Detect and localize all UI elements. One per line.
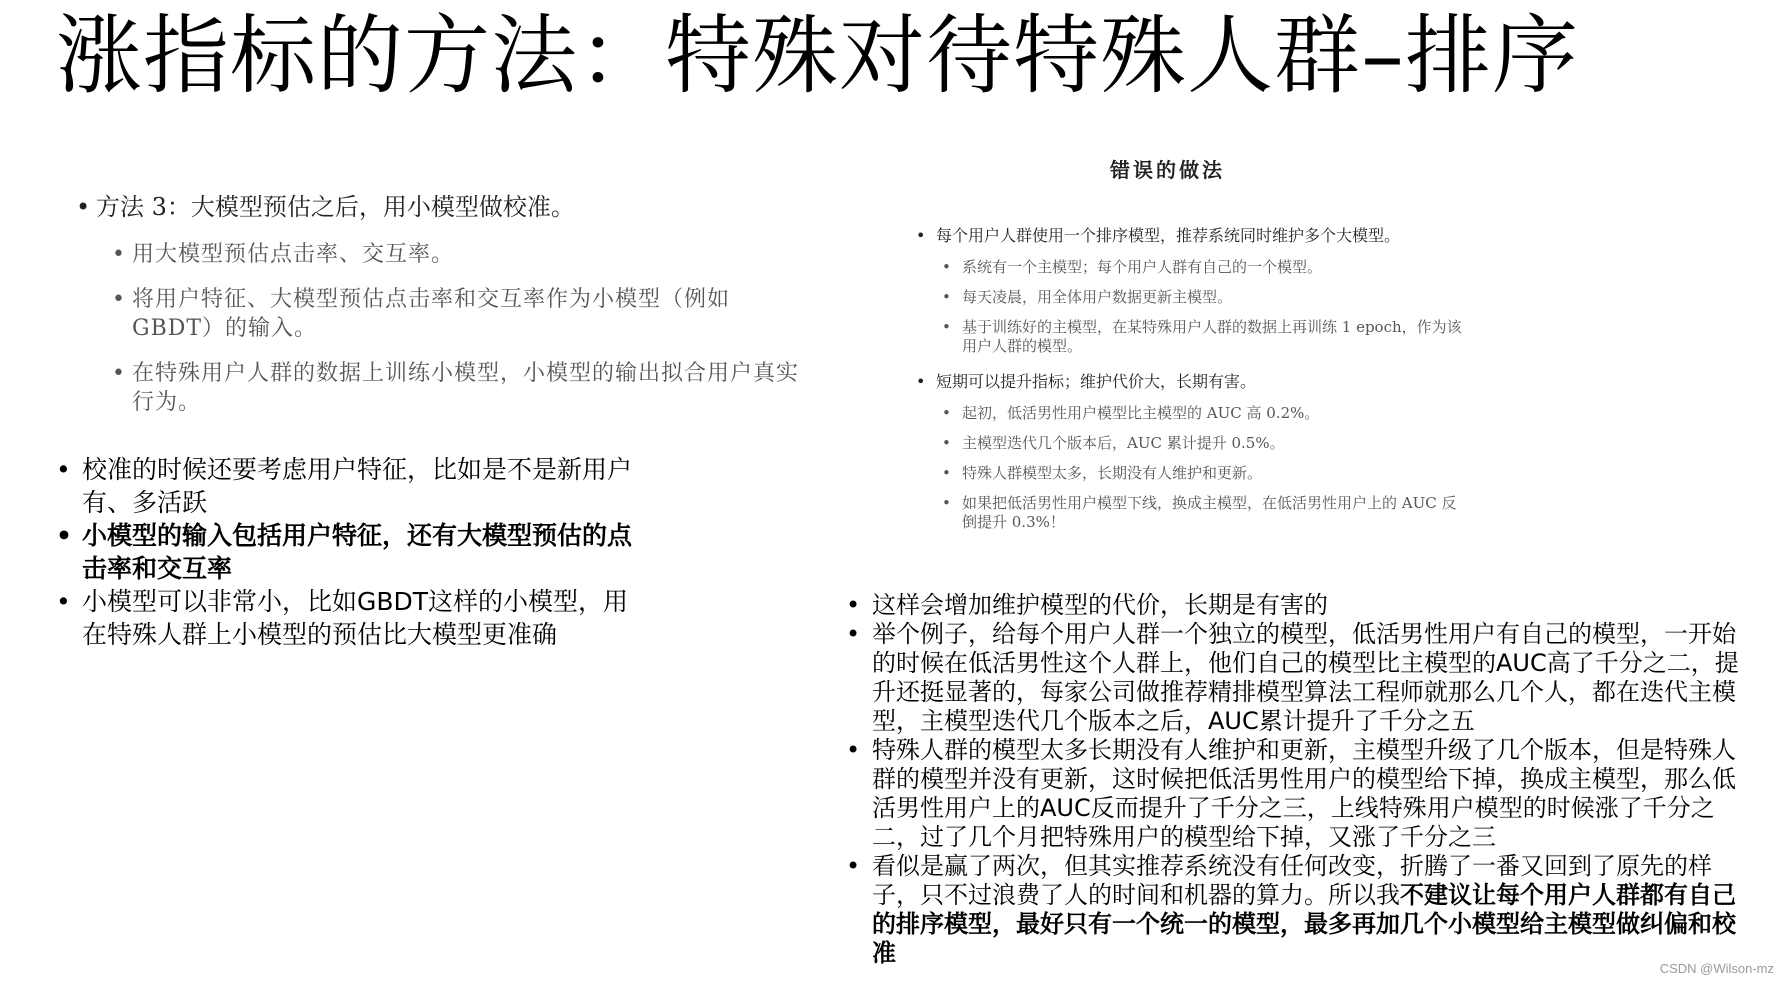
watermark: CSDN @Wilson-mz <box>1659 961 1774 976</box>
note-item: • 小模型可以非常小，比如GBDT这样的小模型，用在特殊人群上小模型的预估比大模型更准确 <box>56 585 641 651</box>
scan-subitem: • 系统有一个主模型；每个用户人群有自己的一个模型。 <box>962 258 1466 277</box>
scan-subitem: • 每天凌晨，用全体用户数据更新主模型。 <box>962 288 1466 307</box>
scan-point: • 短期可以提升指标；维护代价大，长期有害。 <box>936 372 1466 392</box>
page-title: 涨指标的方法：特殊对待特殊人群–排序 <box>56 6 1579 106</box>
scan-subitem: • 基于训练好的主模型，在某特殊用户人群的数据上再训练 1 epoch，作为该用户人群的模型。 <box>962 318 1466 356</box>
scan-item: • 将用户特征、大模型预估点击率和交互率作为小模型（例如 GBDT）的输入。 <box>132 285 816 343</box>
note-item <box>846 852 1746 968</box>
note-item-bold: • 小模型的输入包括用户特征，还有大模型预估的点击率和交互率 <box>56 519 641 585</box>
scan-method-bullet: • 方法 3：大模型预估之后，用小模型做校准。 <box>96 192 816 222</box>
scan-subitem: • 起初，低活男性用户模型比主模型的 AUC 高 0.2%。 <box>962 404 1466 423</box>
scan-heading: 错误的做法 <box>1110 158 1225 182</box>
right-notes-list <box>846 591 1746 968</box>
note-text: 看似是赢了两次，但其实推荐系统没有任何改变，折腾了一番又回到了原先的样子，只不过浪费了人的时间和机器的算力。所以我 <box>872 852 1712 909</box>
note-item: • 这样会增加维护模型的代价，长期是有害的 <box>846 591 1746 620</box>
left-notes-list <box>56 453 641 651</box>
note-item: • 举个例子，给每个用户人群一个独立的模型，低活男性用户有自己的模型，一开始的时候在低活男性这个人群上，他们自己的模型比主模型的AUC高了千分之二，提升还挺显著的，每家公司做推荐精排模型算法工程师就那么几个人，都在迭代主模型，主模型迭代几个版本之后，AUC累计提升了千分之五 <box>846 620 1746 736</box>
scan-subitem: • 特殊人群模型太多，长期没有人维护和更新。 <box>962 464 1466 483</box>
note-item: • 校准的时候还要考虑用户特征，比如是不是新用户有、多活跃 <box>56 453 641 519</box>
right-scan-excerpt <box>936 226 1466 543</box>
scan-point: • 每个用户人群使用一个排序模型，推荐系统同时维护多个大模型。 <box>936 226 1466 246</box>
scan-item: • 用大模型预估点击率、交互率。 <box>132 240 816 269</box>
note-item: • 特殊人群的模型太多长期没有人维护和更新，主模型升级了几个版本，但是特殊人群的模型并没有更新，这时候把低活男性用户的模型给下掉，换成主模型，那么低活男性用户上的AUC反而提升了千分之三，上线特殊用户模型的时候涨了千分之二，过了几个月把特殊用户的模型给下掉，又涨了千分之三 <box>846 736 1746 852</box>
scan-subitem: • 如果把低活男性用户模型下线，换成主模型，在低活男性用户上的 AUC 反倒提升 0.3%！ <box>962 494 1466 532</box>
note-text-bold: 不建议让每个用户人群都有自己的排序模型，最好只有一个统一的模型，最多再加几个小模型给主模型做纠偏和校准 <box>872 881 1736 967</box>
scan-item: • 在特殊用户人群的数据上训练小模型，小模型的输出拟合用户真实行为。 <box>132 359 816 417</box>
left-scan-excerpt <box>96 192 816 433</box>
scan-subitem: • 主模型迭代几个版本后，AUC 累计提升 0.5%。 <box>962 434 1466 453</box>
